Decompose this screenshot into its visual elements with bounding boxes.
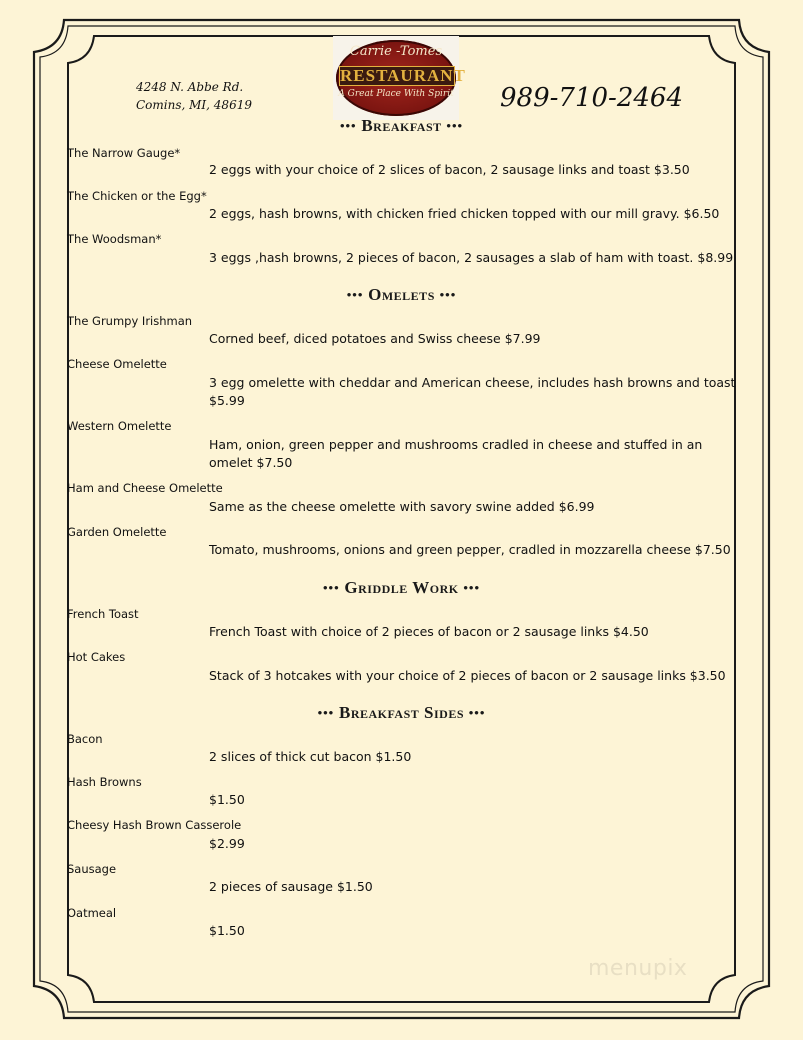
heading-dots-right: ••• (463, 580, 480, 595)
menu-item-name: Western Omelette (67, 419, 172, 433)
phone-number: 989-710-2464 (500, 83, 683, 113)
menu-item-description: $2.99 (209, 836, 245, 851)
heading-dots-left: ••• (317, 705, 335, 720)
menu-item-name: Cheese Omelette (67, 357, 167, 371)
menu-item-description: Corned beef, diced potatoes and Swiss cheese $7.99 (209, 331, 541, 346)
menu-item-description: Same as the cheese omelette with savory swine added $6.99 (209, 499, 595, 514)
heading-dots-left: ••• (339, 118, 357, 133)
menu-item-description: 3 egg omelette with cheddar and American cheese, includes hash browns and toast $5.99 (209, 375, 736, 408)
menu-item-description: 3 eggs ,hash browns, 2 pieces of bacon, 2 sausages a slab of ham with toast. $8.99 (209, 250, 734, 265)
menu-item-description: 2 pieces of sausage $1.50 (209, 879, 373, 894)
menu-item-name: The Narrow Gauge* (67, 146, 181, 160)
section-heading-griddle-work (0, 578, 803, 598)
watermark: menupix (588, 956, 688, 981)
menu-item-name: Bacon (67, 732, 103, 746)
heading-dots-right: ••• (468, 705, 486, 720)
menu-item-name: The Chicken or the Egg* (67, 189, 207, 203)
heading-dots-right: ••• (439, 287, 457, 302)
address-city: Comins, MI, 48619 (136, 98, 252, 112)
section-title: Omelets (368, 285, 435, 304)
section-heading-breakfast-sides (0, 703, 803, 723)
menu-item-description: Ham, onion, green pepper and mushrooms cradled in cheese and stuffed in an omelet $7.50 (209, 437, 703, 470)
menu-item-name: The Grumpy Irishman (67, 314, 193, 328)
logo-tagline: A Great Place With Spirit (338, 89, 454, 99)
section-title: Breakfast Sides (338, 703, 464, 722)
address-block (136, 78, 252, 114)
logo-name-text: Carrie -Tomes (349, 44, 443, 59)
heading-dots-left: ••• (346, 287, 364, 302)
menu-item-name: Hash Browns (67, 775, 142, 789)
menu-item-description: $1.50 (209, 792, 245, 807)
menu-item-name: Cheesy Hash Brown Casserole (67, 818, 242, 832)
menu-item-name: Garden Omelette (67, 525, 167, 539)
heading-dots-left: ••• (323, 580, 340, 595)
menu-item-description: Stack of 3 hotcakes with your choice of 2 pieces of bacon or 2 sausage links $3.50 (209, 668, 726, 683)
menu-item-description: 2 slices of thick cut bacon $1.50 (209, 749, 412, 764)
address-street: 4248 N. Abbe Rd. (136, 80, 244, 94)
menu-item-description: Tomato, mushrooms, onions and green pepper, cradled in mozzarella cheese $7.50 (209, 542, 731, 557)
menu-item-name: French Toast (67, 607, 139, 621)
menu-item-name: Hot Cakes (67, 650, 126, 664)
section-heading-breakfast (0, 116, 803, 136)
menu-item-description: $1.50 (209, 923, 245, 938)
heading-dots-right: ••• (446, 118, 464, 133)
menu-item-name: Ham and Cheese Omelette (67, 481, 223, 495)
section-title: Breakfast (361, 116, 442, 135)
menu-item-description: 2 eggs with your choice of 2 slices of bacon, 2 sausage links and toast $3.50 (209, 162, 690, 177)
logo-restaurant-banner: RESTAURANT (340, 66, 466, 85)
section-heading-omelets (0, 285, 803, 305)
menu-item-description: French Toast with choice of 2 pieces of bacon or 2 sausage links $4.50 (209, 624, 649, 639)
section-title: Griddle Work (344, 578, 459, 597)
menu-item-name: The Woodsman* (67, 232, 162, 246)
menu-item-description: 2 eggs, hash browns, with chicken fried chicken topped with our mill gravy. $6.50 (209, 206, 720, 221)
menu-item-name: Oatmeal (67, 906, 117, 920)
restaurant-logo (333, 36, 466, 120)
menu-item-name: Sausage (67, 862, 117, 876)
